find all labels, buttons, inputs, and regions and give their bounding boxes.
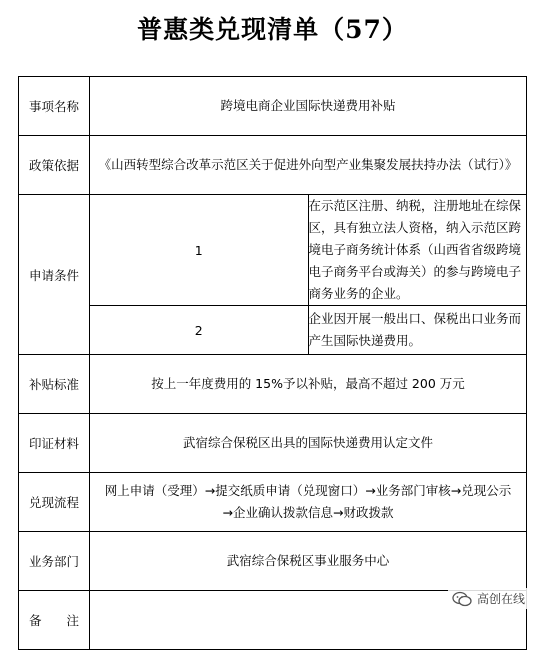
value-subsidy-standard: 按上一年度费用的 15%予以补贴，最高不超过 200 万元	[90, 355, 527, 414]
row-item-name	[19, 77, 527, 136]
condition-number: 2	[90, 306, 309, 355]
label-proof-materials: 印证材料	[19, 414, 90, 473]
watermark	[448, 588, 529, 609]
row-policy-basis	[19, 136, 527, 195]
value-proof-materials: 武宿综合保税区出具的国际快递费用认定文件	[90, 414, 527, 473]
label-policy-basis: 政策依据	[19, 136, 90, 195]
row-condition-1	[19, 195, 527, 306]
value-item-name: 跨境电商企业国际快递费用补贴	[90, 77, 527, 136]
watermark-text: 高创在线	[476, 592, 525, 606]
row-subsidy-standard	[19, 355, 527, 414]
value-process	[90, 473, 527, 532]
row-proof-materials	[19, 414, 527, 473]
label-remarks: 备 注	[19, 591, 90, 650]
policy-table	[18, 76, 527, 650]
label-item-name: 事项名称	[19, 77, 90, 136]
condition-number: 1	[90, 195, 309, 306]
condition-text: 在示范区注册、纳税，注册地址在综保区，具有独立法人资格，纳入示范区跨境电子商务统计体系（山西省省级跨境电子商务平台或海关）的参与跨境电子商务业务的企业。	[308, 195, 527, 306]
label-conditions: 申请条件	[19, 195, 90, 355]
condition-text: 企业因开展一般出口、保税出口业务而产生国际快递费用。	[308, 306, 527, 355]
value-department: 武宿综合保税区事业服务中心	[90, 532, 527, 591]
label-department: 业务部门	[19, 532, 90, 591]
process-line-2: →企业确认拨款信息→财政拨款	[222, 505, 394, 520]
value-policy-basis: 《山西转型综合改革示范区关于促进外向型产业集聚发展扶持办法（试行）》	[90, 136, 527, 195]
row-department	[19, 532, 527, 591]
page-title: 普惠类兑现清单（57）	[137, 15, 408, 44]
label-process: 兑现流程	[19, 473, 90, 532]
row-condition-2	[19, 306, 527, 355]
process-line-1: 网上申请（受理）→提交纸质申请（兑现窗口）→业务部门审核→兑现公示	[104, 483, 512, 498]
wechat-icon	[452, 591, 472, 607]
row-process	[19, 473, 527, 532]
label-subsidy-standard: 补贴标准	[19, 355, 90, 414]
